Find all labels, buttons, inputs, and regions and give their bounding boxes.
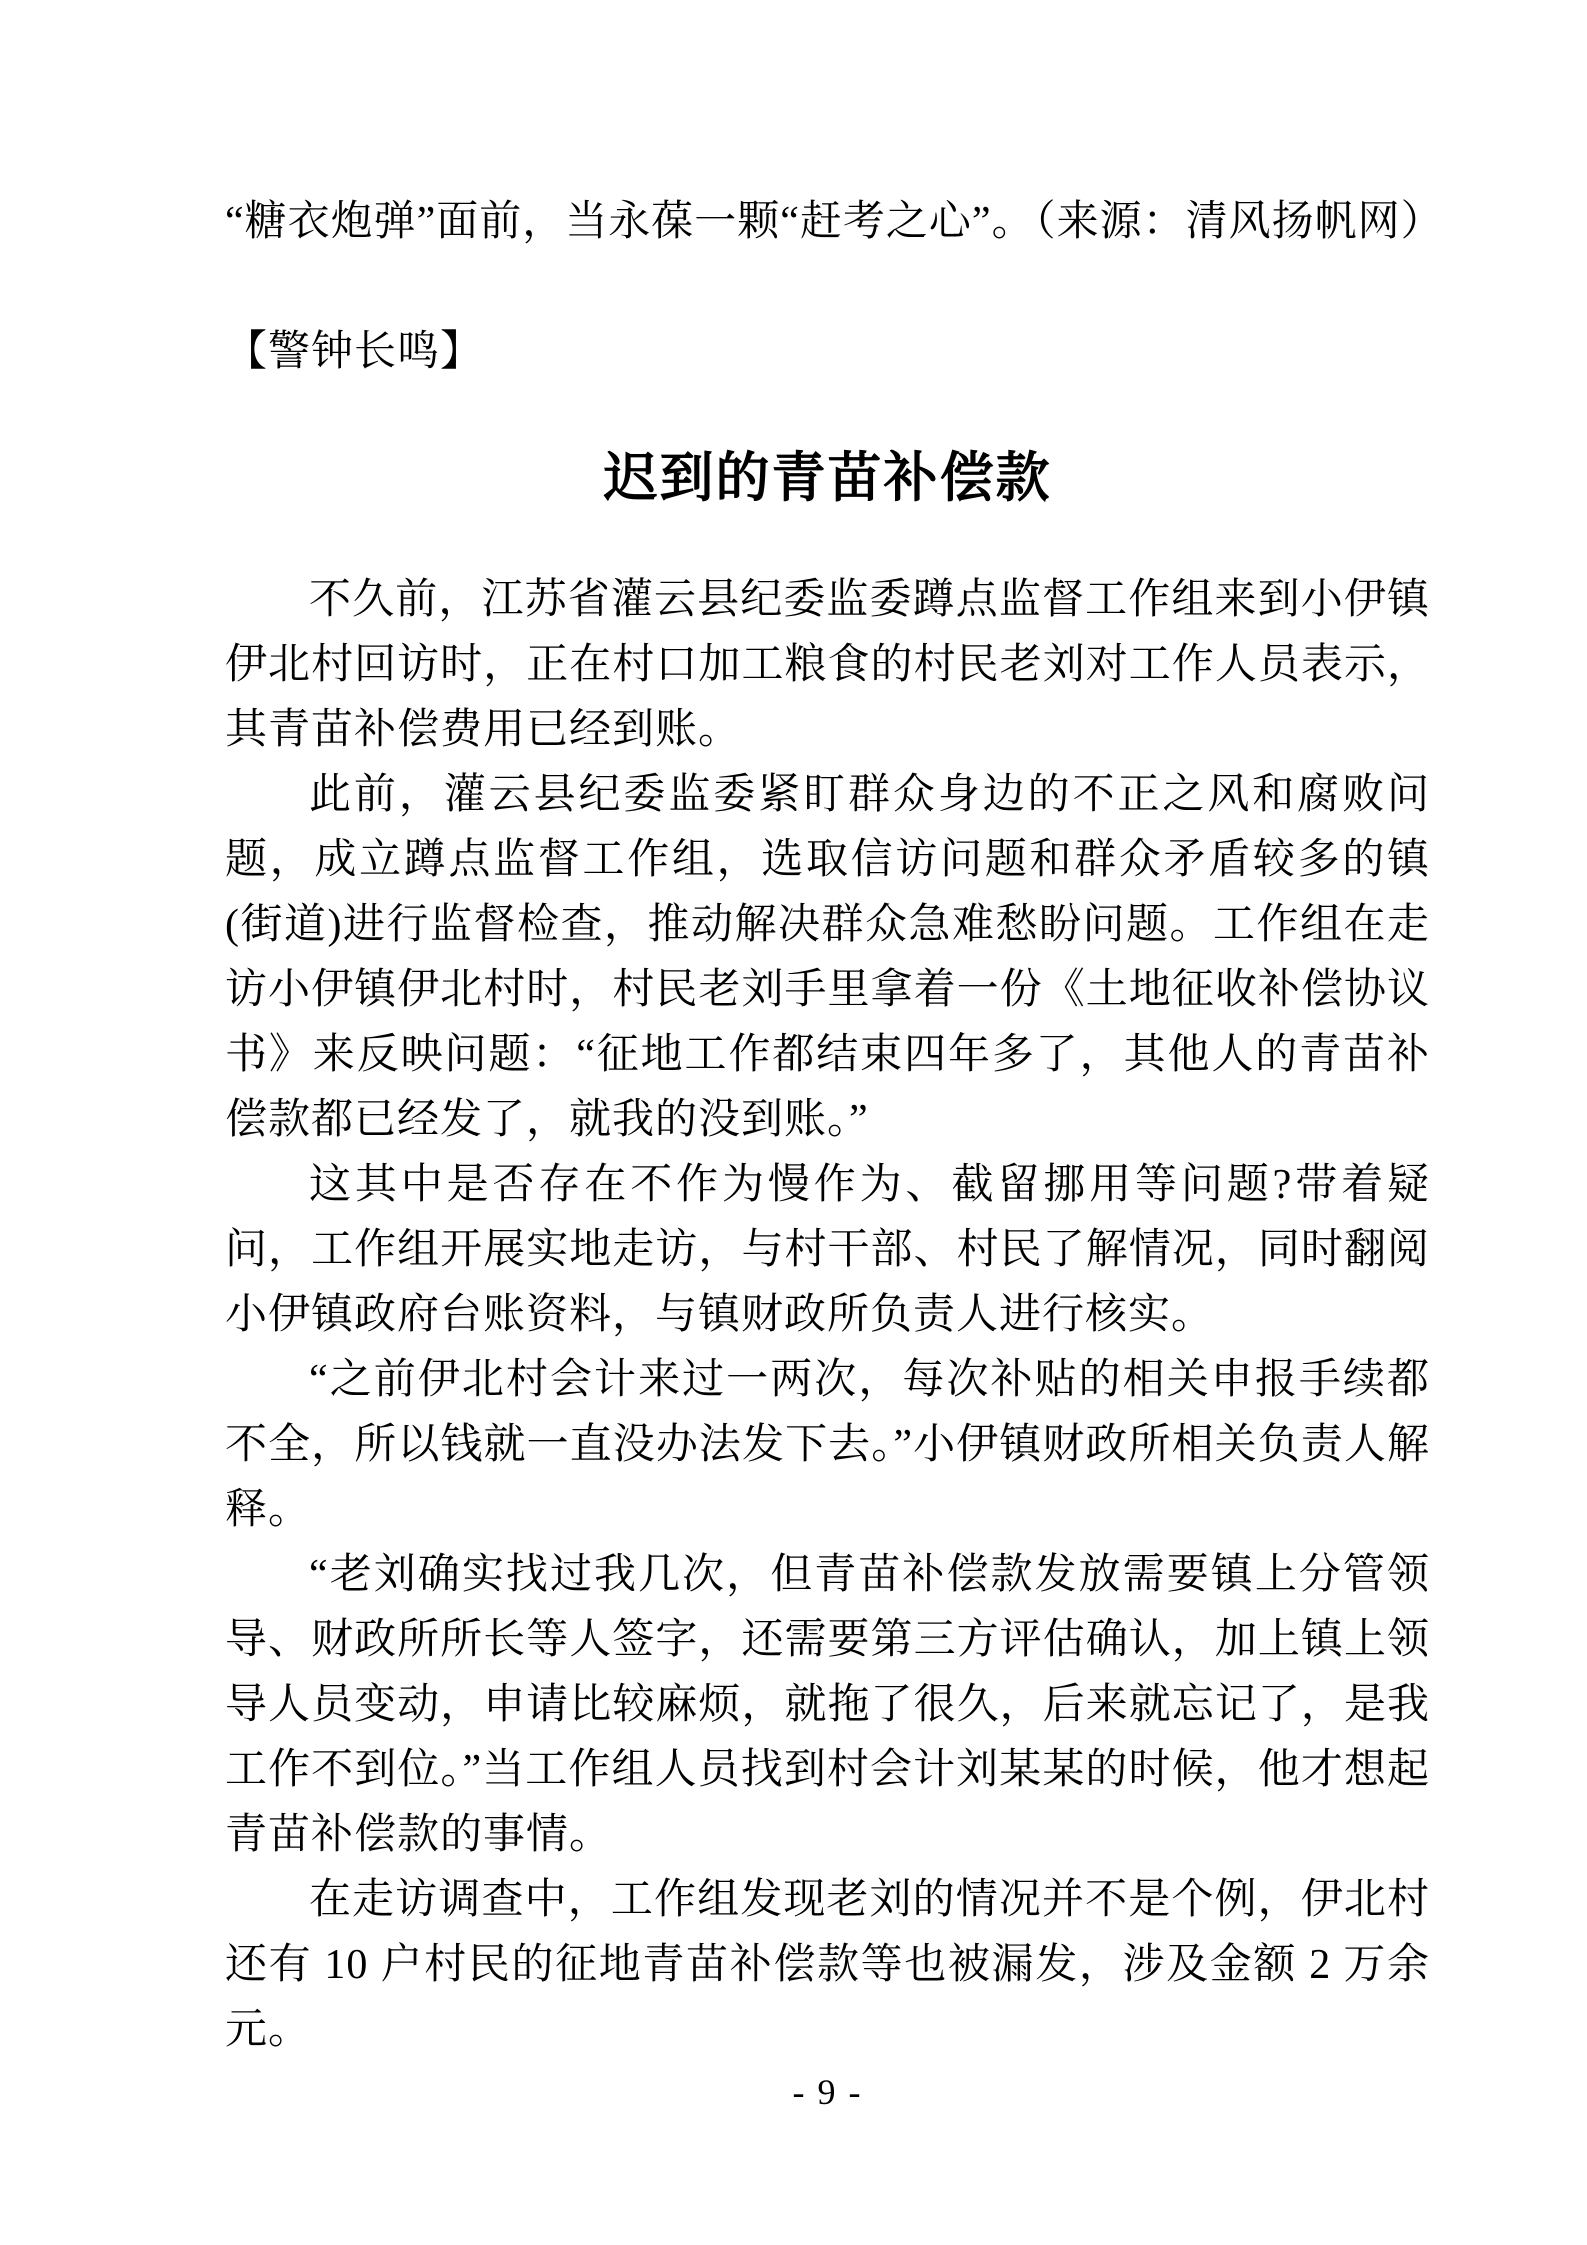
article-paragraph: “老刘确实找过我几次，但青苗补偿款发放需要镇上分管领导、财政所所长等人签字，还需要第三方评估确认，加上镇上领导人员变动，申请比较麻烦，就拖了很久，后来就忘记了，是我工作不到位。”当工作组人员找到村会计刘某某的时候，他才想起青苗补偿款的事情。 <box>225 1552 1430 1858</box>
article-paragraph: 这其中是否存在不作为慢作为、截留挪用等问题?带着疑问，工作组开展实地走访，与村干部、村民了解情况，同时翻阅小伊镇政府台账资料，与镇财政所负责人进行核实。 <box>225 1162 1430 1338</box>
article-paragraph: “之前伊北村会计来过一两次，每次补贴的相关申报手续都不全，所以钱就一直没办法发下去。”小伊镇财政所相关负责人解释。 <box>225 1357 1430 1533</box>
article-paragraph: 此前，灌云县纪委监委紧盯群众身边的不正之风和腐败问题，成立蹲点监督工作组，选取信访问题和群众矛盾较多的镇(街道)进行监督检查，推动解决群众急难愁盼问题。工作组在走访小伊镇伊北村时，村民老刘手里拿着一份《土地征收补偿协议书》来反映问题：“征地工作都结束四年多了，其他人的青苗补偿款都已经发了，就我的没到账。” <box>225 772 1430 1143</box>
continuation-paragraph: “糖衣炮弹”面前，当永葆一颗“赶考之心”。（来源：清风扬帆网） <box>225 199 1444 245</box>
article-title: 迟到的青苗补偿款 <box>603 448 1052 508</box>
page-number: - 9 - <box>792 2072 863 2112</box>
article-paragraph: 在走访调查中，工作组发现老刘的情况并不是个例，伊北村还有 10 户村民的征地青苗补偿款等也被漏发，涉及金额 2 万余元。 <box>225 1877 1430 2053</box>
article-paragraph: 不久前，江苏省灌云县纪委监委蹲点监督工作组来到小伊镇伊北村回访时，正在村口加工粮食的村民老刘对工作人员表示，其青苗补偿费用已经到账。 <box>225 577 1430 753</box>
section-header: 【警钟长鸣】 <box>225 329 484 375</box>
article-body <box>225 568 1430 2063</box>
